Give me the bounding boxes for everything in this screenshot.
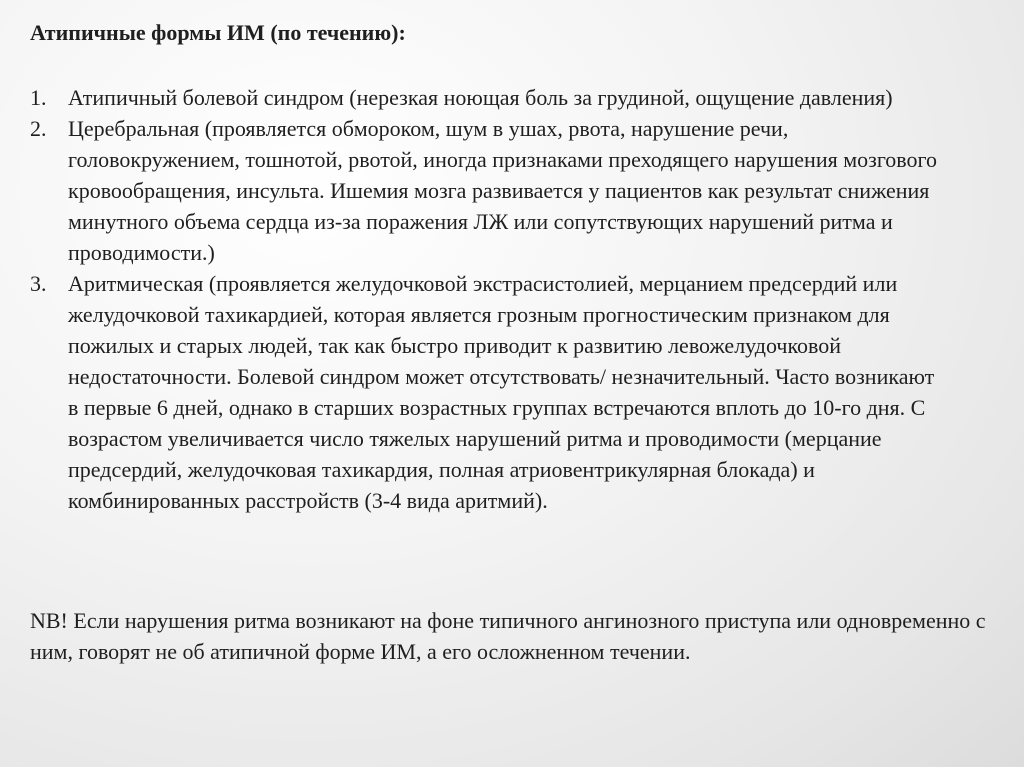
list-item-text: Атипичный болевой синдром (нерезкая ноющая боль за грудиной, ощущение давления) xyxy=(68,85,893,110)
list-item-number: 3. xyxy=(30,271,47,296)
list-item xyxy=(30,113,990,268)
atypical-forms-list xyxy=(30,82,990,516)
list-item-number: 1. xyxy=(30,85,47,110)
list-item-number: 2. xyxy=(30,116,47,141)
list-item xyxy=(30,82,990,113)
list-item xyxy=(30,268,990,516)
list-item-text: Церебральная (проявляется обмороком, шум в ушах, рвота, нарушение речи, головокружением, тошнотой, рвотой, иногда признаками преходящего нарушения мозгового кровообращения, инсульта. Ишемия мозга развивается у пациентов как результат снижения минутного объема сердца из-за поражения ЛЖ или сопутствующих нарушений ритма и проводимости.) xyxy=(68,116,938,265)
slide-title: Атипичные формы ИМ (по течению): xyxy=(30,20,406,45)
list-item-text: Аритмическая (проявляется желудочковой экстрасистолией, мерцанием предсердий или желудочковой тахикардией, которая является грозным прогностическим признаком для пожилых и старых людей, так как быстро приводит к развитию левожелудочковой недостаточности. Болевой синдром может отсутствовать/ незначительный. Часто возникают в первые 6 дней, однако в старших возрастных группах встречаются вплоть до 10-го дня. С возрастом увеличивается число тяжелых нарушений ритма и проводимости (мерцание предсердий, желудочковая тахикардия, полная атриовентрикулярная блокада) и комбинированных расстройств (3-4 вида аритмий). xyxy=(68,271,935,513)
nb-note: NB! Если нарушения ритма возникают на фоне типичного ангинозного приступа или одновременно с ним, говорят не об атипичной форме ИМ, а его осложненном течении. xyxy=(30,608,986,664)
